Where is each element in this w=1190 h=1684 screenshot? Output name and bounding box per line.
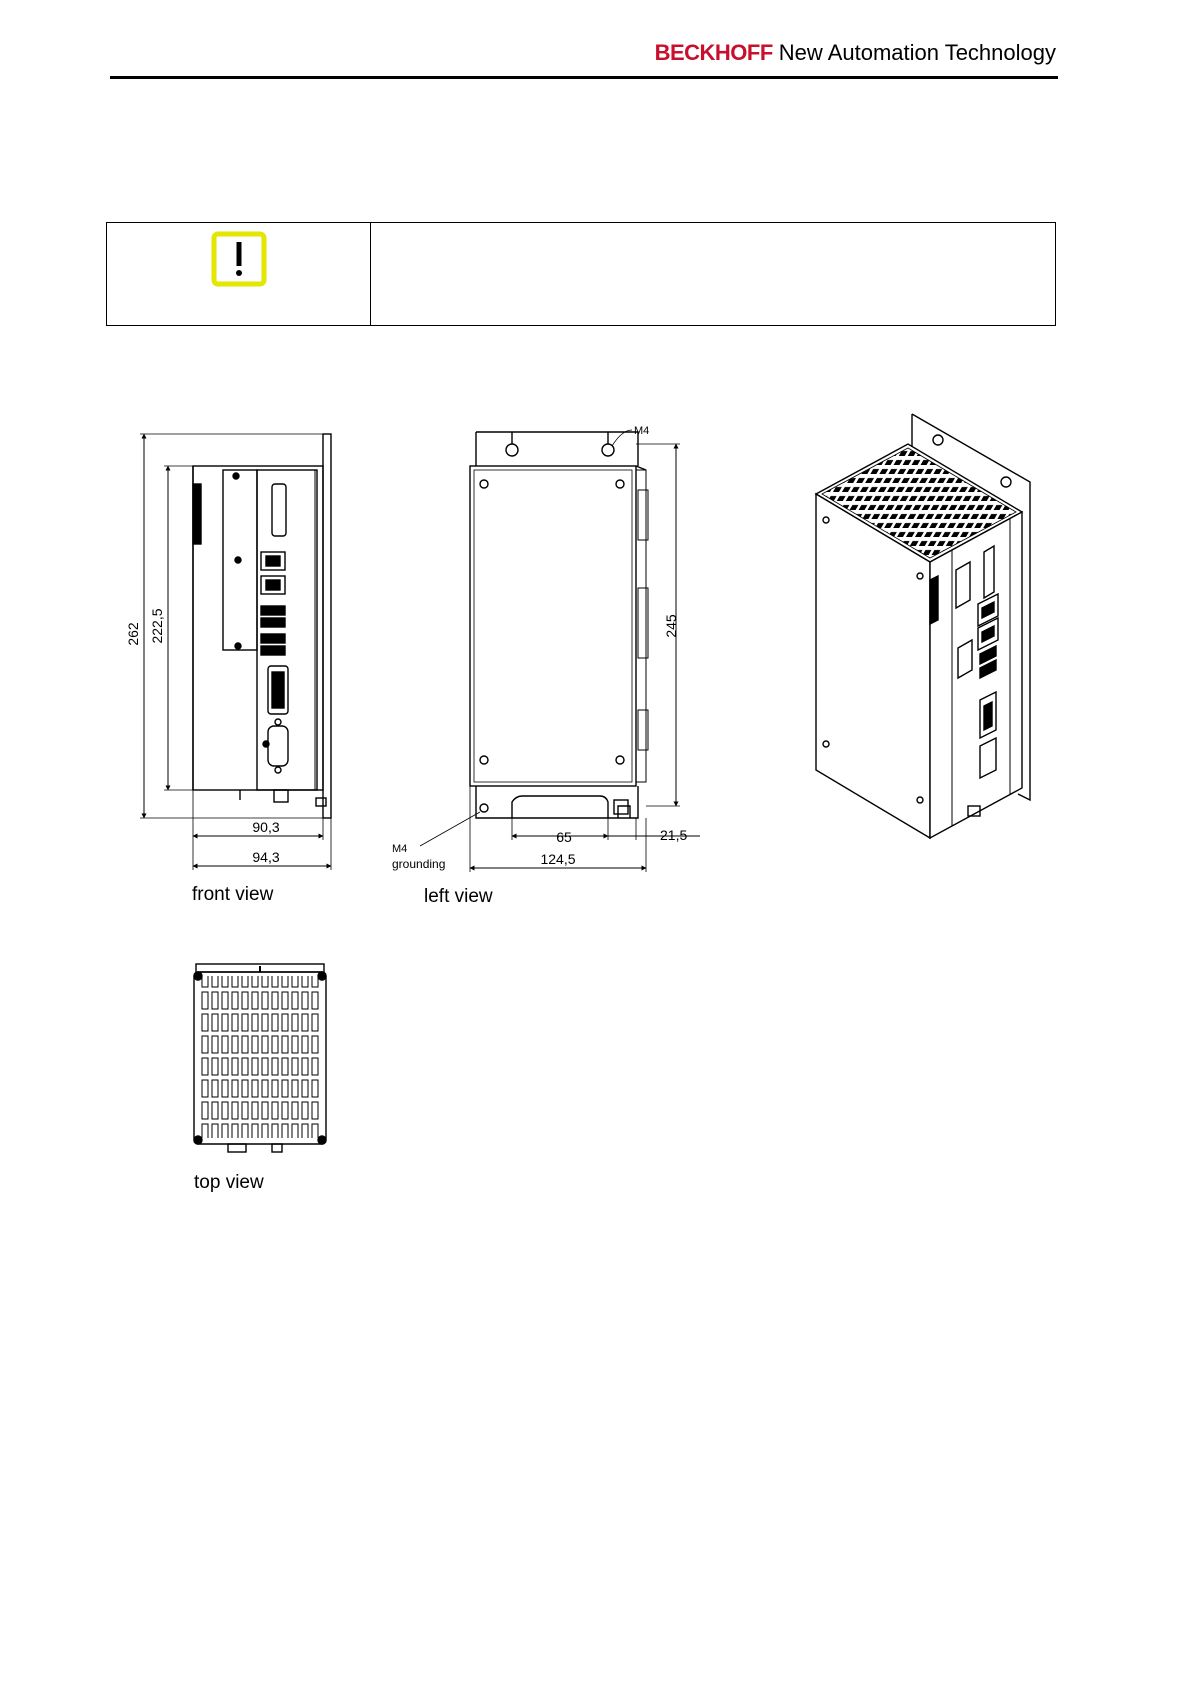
top-view bbox=[194, 964, 326, 1152]
dim-94-3: 94,3 bbox=[252, 849, 280, 865]
left-view-caption: left view bbox=[424, 886, 493, 907]
label-m4-ground: M4 bbox=[392, 843, 408, 855]
front-view-caption: front view bbox=[192, 884, 274, 905]
dim-65: 65 bbox=[556, 829, 572, 845]
dim-124-5: 124,5 bbox=[540, 851, 576, 867]
dim-90-3: 90,3 bbox=[252, 819, 280, 835]
brand-name: BECKHOFF bbox=[654, 40, 773, 65]
isometric-view bbox=[816, 414, 1030, 838]
left-view-labels bbox=[392, 425, 687, 907]
front-view bbox=[140, 434, 331, 870]
dim-21-5: 21,5 bbox=[660, 827, 688, 843]
dim-222-5: 222,5 bbox=[149, 608, 165, 644]
label-m4-top: M4 bbox=[634, 425, 650, 437]
dim-245: 245 bbox=[663, 614, 679, 638]
top-view-caption: top view bbox=[194, 1172, 264, 1193]
brand-tagline: New Automation Technology bbox=[778, 40, 1056, 65]
top-view-labels bbox=[194, 1172, 264, 1193]
label-grounding: grounding bbox=[392, 857, 446, 871]
left-view bbox=[420, 430, 700, 872]
dim-262: 262 bbox=[125, 622, 141, 646]
